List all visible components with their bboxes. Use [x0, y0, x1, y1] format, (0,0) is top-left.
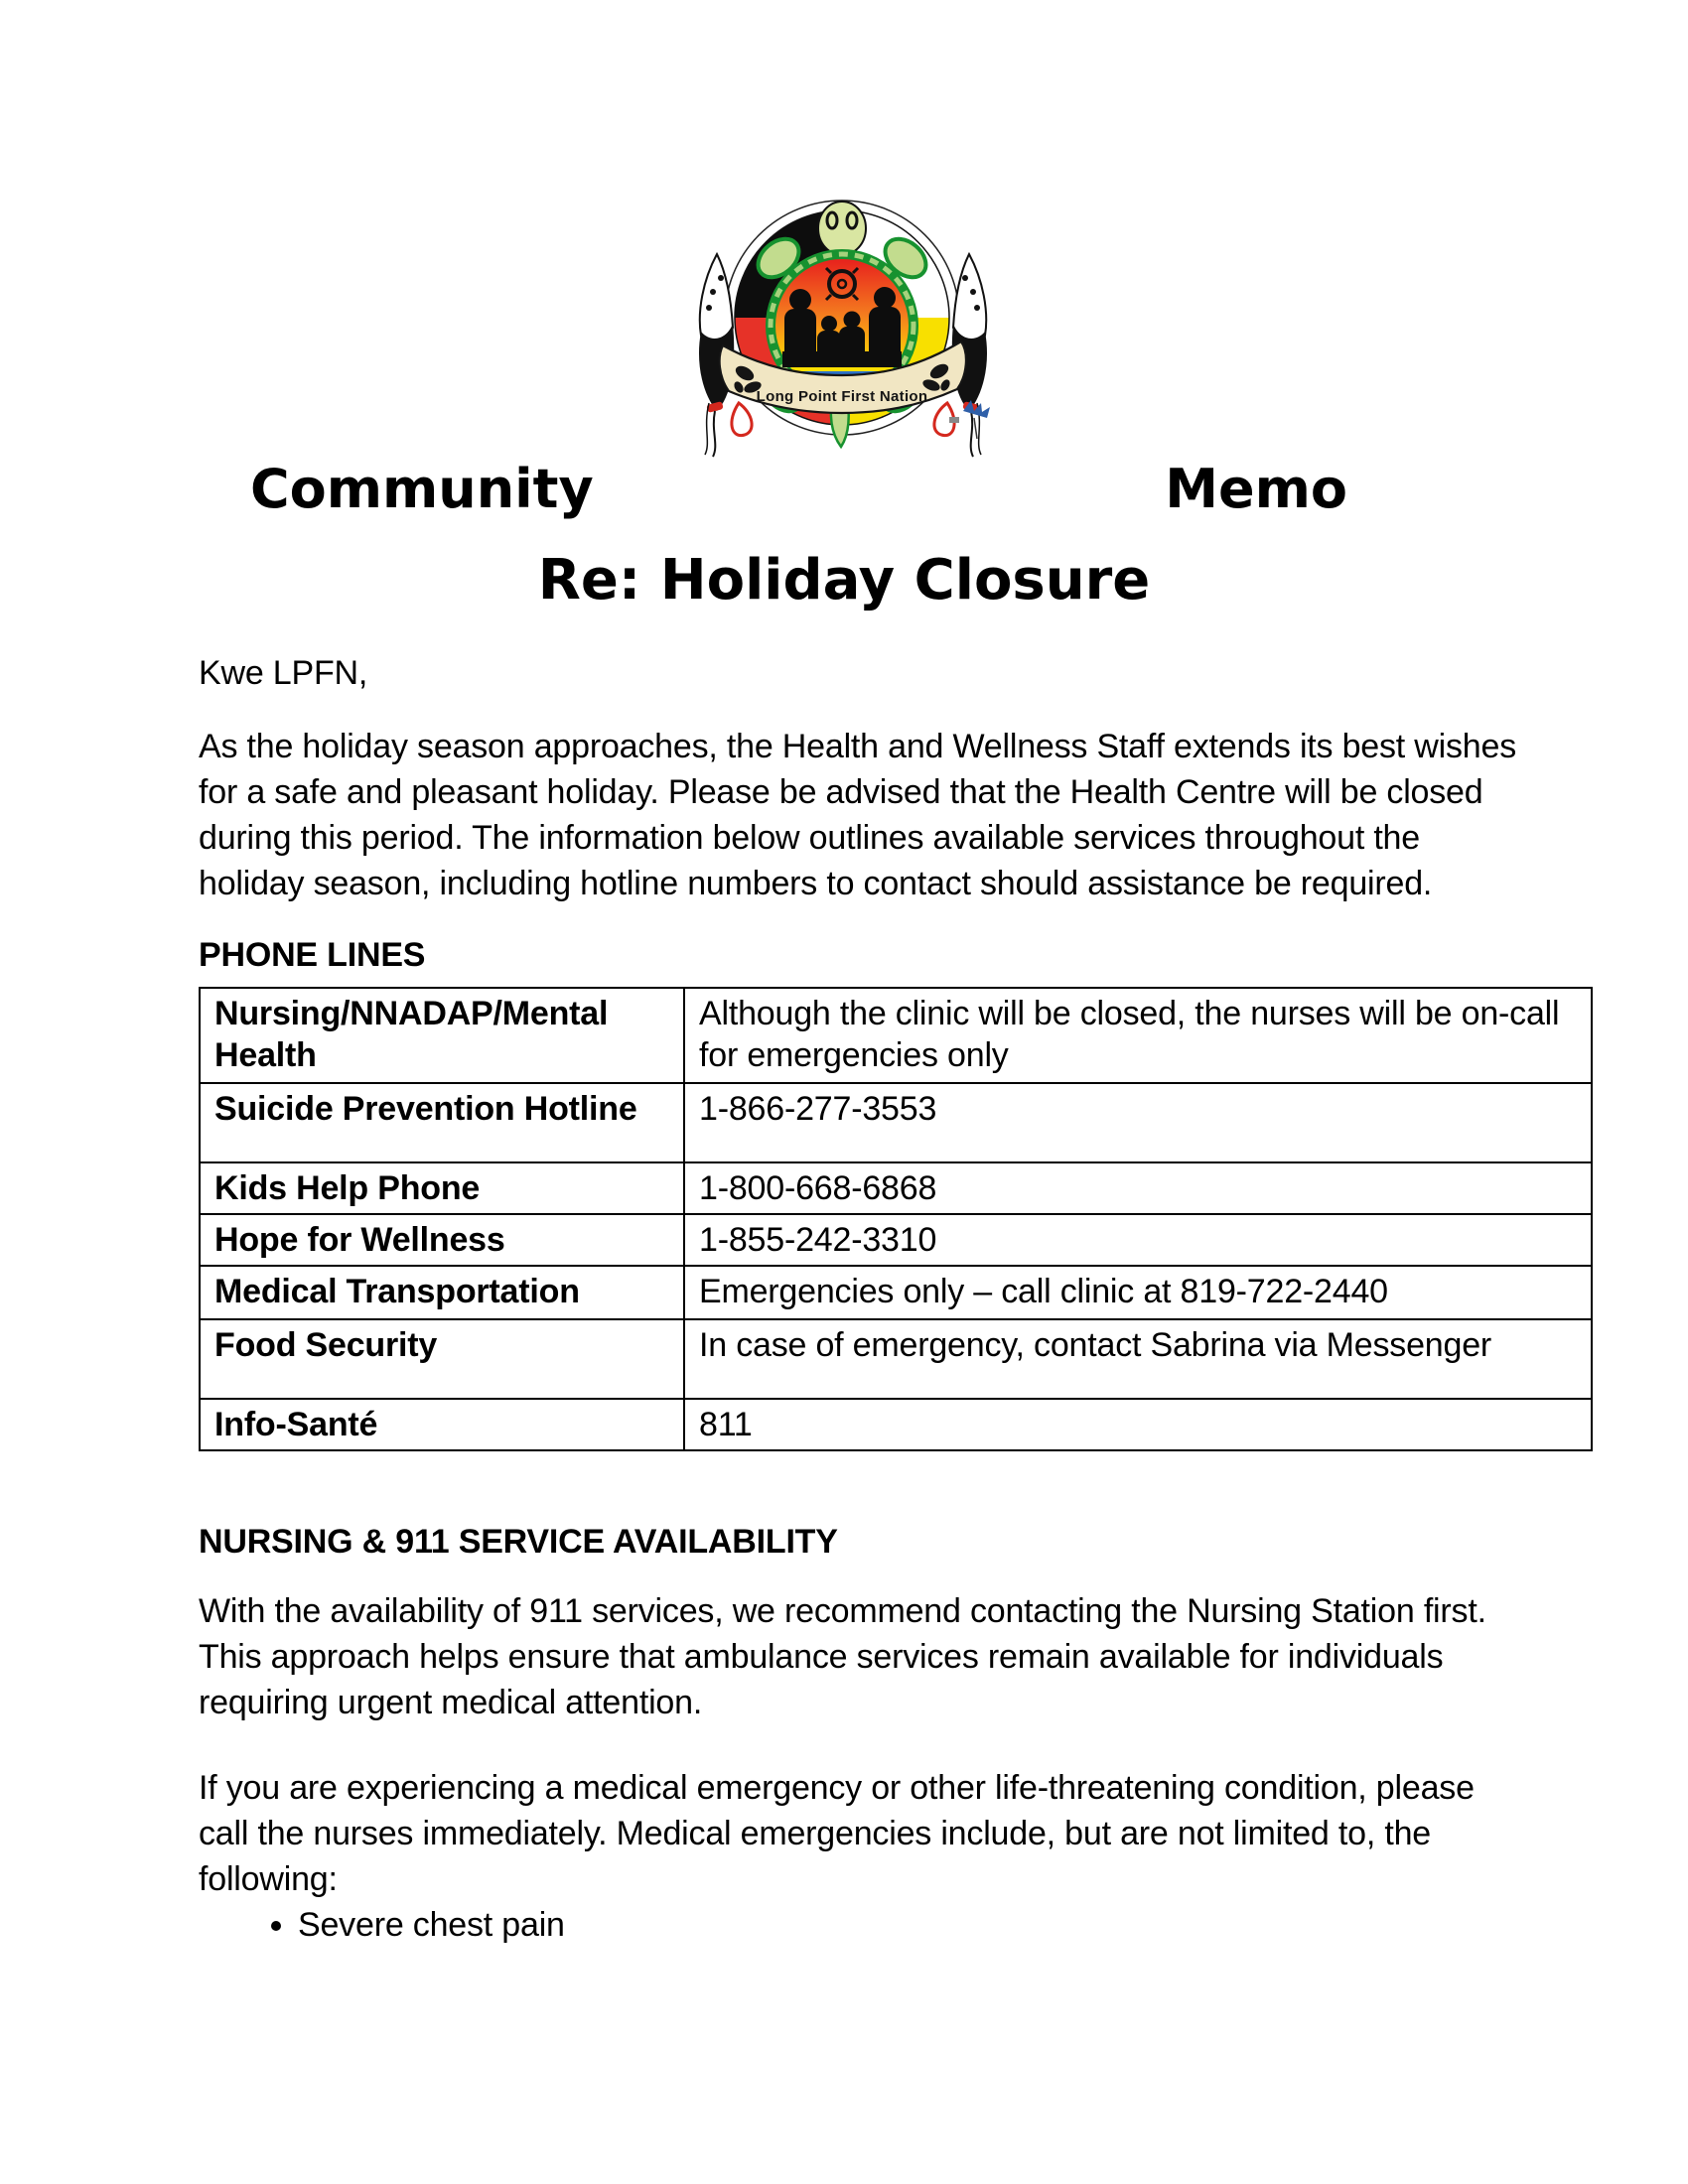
table-row [200, 1162, 1592, 1214]
greeting: Kwe LPFN, [199, 654, 368, 692]
subject-line: Re: Holiday Closure [537, 548, 1151, 613]
service-name-cell: Hope for Wellness [200, 1214, 684, 1266]
artist-signature [949, 400, 990, 439]
service-name-cell: Kids Help Phone [200, 1162, 684, 1214]
service-name-cell: Food Security [200, 1319, 684, 1399]
intro-paragraph: As the holiday season approaches, the Health and Wellness Staff extends its best wishes for a safe and pleasant holiday. Please be advised that the Health Centre will be closed during this period. The information below outlines available services throughout the holiday season, including hotline numbers to contact should assistance be required. [199, 728, 1517, 902]
long-point-first-nation-logo [683, 197, 1003, 463]
service-details-cell: Although the clinic will be closed, the nurses will be on-call for emergencies only [684, 988, 1592, 1083]
document-body [199, 650, 1593, 1948]
emergency-list-item: • Severe chest pain [298, 1902, 1519, 1948]
table-row [200, 1083, 1592, 1162]
service-details-cell: 1-800-668-6868 [684, 1162, 1592, 1214]
nursing-paragraph-1: With the availability of 911 services, we recommend contacting the Nursing Station first. This approach helps ensure that ambulance services remain available for individuals requiring urgent medical attention. [199, 1592, 1486, 1721]
service-details-cell: Emergencies only – call clinic at 819-722-2440 [684, 1266, 1592, 1319]
emergency-list [199, 1902, 1519, 1948]
masthead-title-left: Community [250, 458, 594, 520]
service-name-cell: Info-Santé [200, 1399, 684, 1450]
logo-graphic [683, 197, 1003, 463]
nursing-availability-heading: NURSING & 911 SERVICE AVAILABILITY [199, 1523, 838, 1561]
service-details-cell: 1-855-242-3310 [684, 1214, 1592, 1266]
phone-lines-table [199, 987, 1593, 1451]
table-row [200, 1214, 1592, 1266]
nursing-paragraph-2: If you are experiencing a medical emergency or other life-threatening condition, please call the nurses immediately. Medical emergencies include, but are not limited to, the following: [199, 1769, 1475, 1898]
service-name-cell: Suicide Prevention Hotline [200, 1083, 684, 1162]
masthead-title-right: Memo [1165, 458, 1347, 520]
service-details-cell: 1-866-277-3553 [684, 1083, 1592, 1162]
table-row [200, 1399, 1592, 1450]
masthead [0, 459, 1688, 520]
table-row [200, 1266, 1592, 1319]
service-details-cell: In case of emergency, contact Sabrina via Messenger [684, 1319, 1592, 1399]
logo-banner-text: Long Point First Nation [756, 388, 928, 405]
service-name-cell: Medical Transportation [200, 1266, 684, 1319]
phone-lines-heading: PHONE LINES [199, 936, 426, 974]
service-details-cell: 811 [684, 1399, 1592, 1450]
table-row [200, 988, 1592, 1083]
service-name-cell: Nursing/NNADAP/Mental Health [200, 988, 684, 1083]
table-row [200, 1319, 1592, 1399]
